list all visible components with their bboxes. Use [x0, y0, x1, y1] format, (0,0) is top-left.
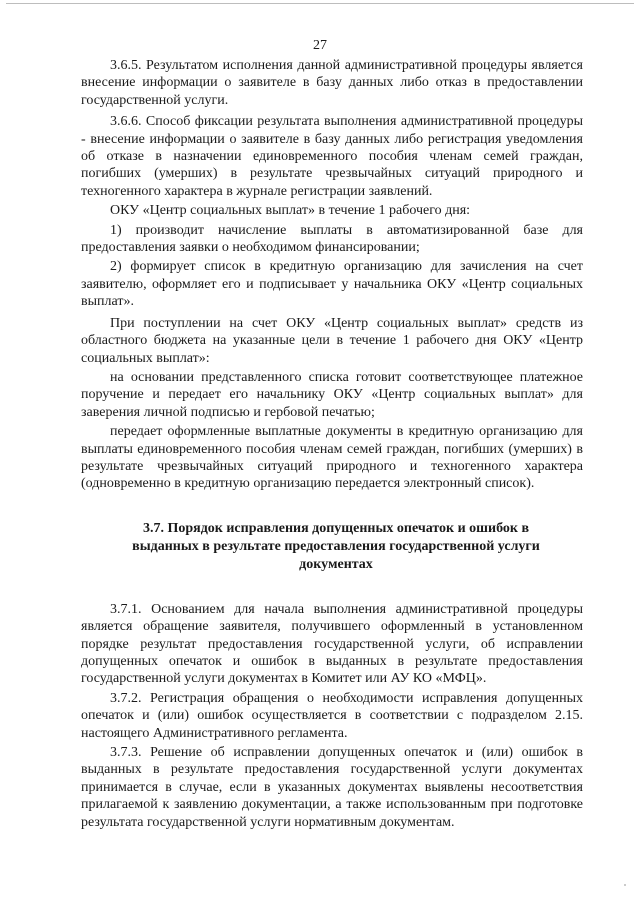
section-heading-3-7: 3.7. Порядок исправления допущенных опечаток и ошибок в выданных в результате предоставления государственной услуги документах	[132, 520, 540, 572]
paragraph-3-7-1: 3.7.1. Основанием для начала выполнения административной процедуры является обращение заявителя, получившего оформленный в установленном порядке результат предоставления государственной услуги, об исправлении допущенных опечаток и ошибок в выданных в результате предоставления государственной услуги документах в Комитет или АУ КО «МФЦ».	[81, 601, 583, 687]
paragraph-3-7-3: 3.7.3. Решение об исправлении допущенных опечаток и (или) ошибок в выданных в результате предоставления государственной услуги документах принимается в случае, если в указанных документах выявлены несоответствия прилагаемой к заявлению документации, а также использованным при подготовке результата государственной услуги нормативным документам.	[81, 745, 583, 830]
paragraph-3-6-5: 3.6.5. Результатом исполнения данной административной процедуры является внесение информации о заявителе в базу данных либо отказ в предоставлении государственной услуги.	[81, 58, 583, 108]
paragraph-payment-order: на основании представленного списка готовит соответствующее платежное поручение и передает его начальнику ОКУ «Центр социальных выплат» для заверения личной подписью и гербовой печатью;	[81, 369, 583, 420]
paragraph-3-6-6: 3.6.6. Способ фиксации результата выполнения административной процедуры - внесение информации о заявителе в базу данных либо регистрация уведомления об отказе в назначении единовременного пособия членам семей граждан, погибших (умерших) в результате чрезвычайных ситуаций природного и техногенного характера в журнале регистрации заявлений.	[81, 114, 583, 199]
paragraph-funding-receipt: При поступлении на счет ОКУ «Центр социальных выплат» средств из областного бюджета на указанные цели в течение 1 рабочего дня ОКУ «Центр социальных выплат»:	[81, 315, 583, 366]
paragraph-3-7-2: 3.7.2. Регистрация обращения о необходимости исправления допущенных опечаток и (или) ошибок осуществляется в соответствии с подразделом 2.15. настоящего Административного регламента.	[81, 690, 583, 741]
list-item-2: 2) формирует список в кредитную организацию для зачисления на счет заявителю, оформляет его и подписывает у начальника ОКУ «Центр социальных выплат».	[81, 259, 583, 310]
scan-speck	[624, 884, 626, 886]
page-body	[81, 57, 583, 831]
list-item-1: 1) производит начисление выплаты в автоматизированной базе для предоставления заявки о необходимом финансировании;	[81, 222, 583, 256]
paragraph-transfer-documents: передает оформленные выплатные документы в кредитную организацию для выплаты единовременного пособия членам семей граждан, погибших (умерших) в результате чрезвычайных ситуаций природного и техногенного характера (одновременно в кредитную организацию передается электронный список).	[81, 424, 583, 492]
paragraph-oku-intro: ОКУ «Центр социальных выплат» в течение 1 рабочего дня:	[110, 203, 471, 219]
page-number: 27	[313, 38, 327, 53]
top-border-line	[6, 3, 634, 4]
